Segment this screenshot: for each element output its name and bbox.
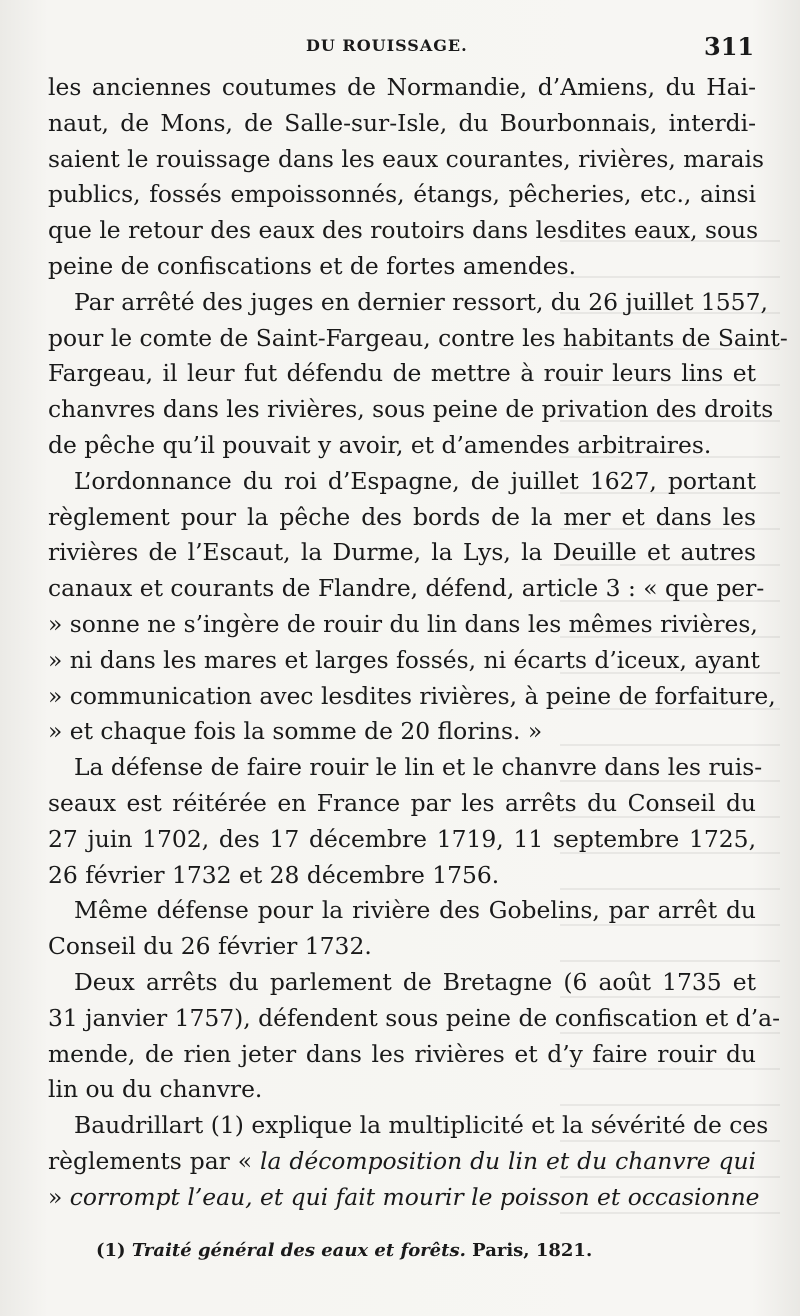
text-line: Même défense pour la rivière des Gobelins, par arrêt du [74, 896, 756, 925]
text-line: seaux est réitérée en France par les arrêts du Conseil du [48, 788, 756, 817]
text-line: » communication avec lesdites rivières, à peine de forfaiture, [48, 681, 776, 710]
text-line: lin ou du chanvre. [48, 1075, 263, 1104]
text-line: Baudrillart (1) explique la multiplicité et la sévérité de ces [74, 1111, 769, 1140]
text-line: 26 février 1732 et 28 décembre 1756. [48, 860, 500, 889]
text-line: Par arrêté des juges en dernier ressort, du 26 juillet 1557, [74, 287, 768, 316]
text-line: » sonne ne s’ingère de rouir du lin dans les mêmes rivières, [48, 609, 758, 638]
footnote-place-date: Paris, 1821. [472, 1240, 593, 1261]
text-line: que le retour des eaux des routoirs dans lesdites eaux, sous [48, 216, 759, 245]
text-line: rivières de l’Escaut, la Durme, la Lys, la Deuille et autres [48, 538, 756, 567]
text-line: peine de confiscations et de fortes amendes. [48, 251, 577, 280]
text-line: » et chaque fois la somme de 20 florins. » [48, 717, 543, 746]
text-line: » ni dans les mares et larges fossés, ni écarts d’iceux, ayant [48, 645, 760, 674]
text-line: pour le comte de Saint-Fargeau, contre les habitants de Saint- [48, 323, 788, 352]
text-line: La défense de faire rouir le lin et le chanvre dans les ruis- [74, 753, 763, 782]
text-line: saient le rouissage dans les eaux courantes, rivières, marais [48, 144, 764, 173]
text-line: les anciennes coutumes de Normandie, d’Amiens, du Hai- [48, 73, 756, 101]
running-head-title: DU ROUISSAGE. [306, 36, 468, 55]
quote-italic: la décomposition du lin et du chanvre qui [260, 1146, 757, 1175]
text-line: règlement pour la pêche des bords de la mer et dans les [48, 502, 756, 531]
running-head [0, 28, 800, 68]
text-line: chanvres dans les rivières, sous peine de privation des droits [48, 395, 774, 424]
text-line: publics, fossés empoissonnés, étangs, pêcheries, etc., ainsi [48, 180, 756, 209]
text-segment: règlements par « [48, 1146, 261, 1175]
text-line: canaux et courants de Flandre, défend, article 3 : « que per- [48, 574, 765, 603]
text-line: Conseil du 26 février 1732. [48, 932, 372, 961]
body-text [48, 70, 788, 1216]
text-line: 31 janvier 1757), défendent sous peine de confiscation et d’a- [48, 1003, 781, 1032]
text-line: Deux arrêts du parlement de Bretagne (6 août 1735 et [74, 967, 756, 996]
text-line: de pêche qu’il pouvait y avoir, et d’amendes arbitraires. [48, 430, 712, 459]
footnote [96, 1240, 592, 1261]
footnote-title: Traité général des eaux et forêts. [131, 1240, 466, 1261]
text-segment: » [48, 1182, 70, 1211]
text-line: naut, de Mons, de Salle-sur-Isle, du Bourbonnais, interdi- [48, 108, 756, 137]
quote-italic: corrompt l’eau, et qui fait mourir le poisson et occasionne [69, 1182, 760, 1211]
footnote-marker: (1) [96, 1240, 126, 1261]
text-line [48, 1144, 756, 1180]
text-line: Fargeau, il leur fut défendu de mettre à rouir leurs lins et [48, 359, 756, 388]
page-number: 311 [704, 32, 755, 61]
text-line: mende, de rien jeter dans les rivières et d’y faire rouir du [48, 1039, 756, 1068]
text-line: L’ordonnance du roi d’Espagne, de juillet 1627, portant [74, 466, 756, 495]
text-line: 27 juin 1702, des 17 décembre 1719, 11 septembre 1725, [48, 824, 756, 853]
text-line [48, 1180, 760, 1216]
